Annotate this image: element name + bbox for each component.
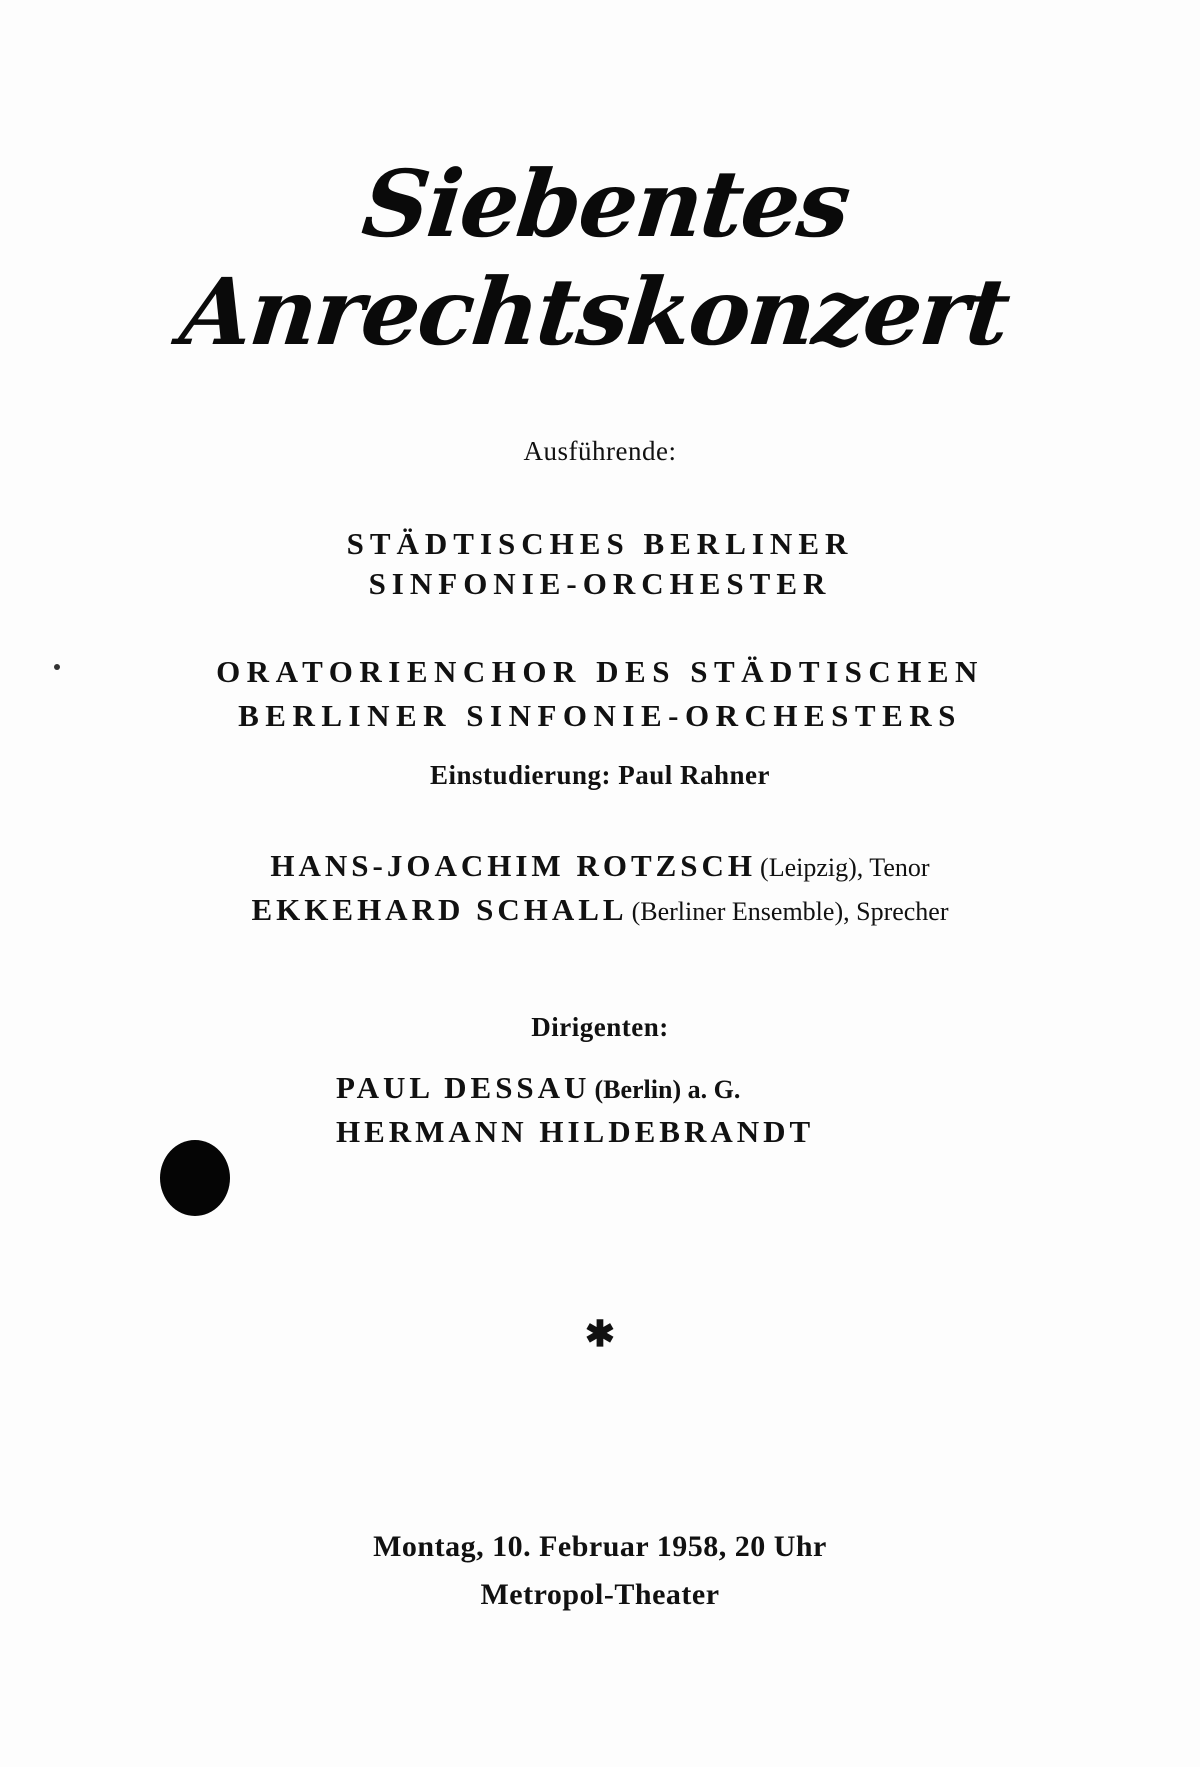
punch-hole xyxy=(160,1140,230,1216)
conductors-label: Dirigenten: xyxy=(531,1012,669,1042)
choir-rehearsal: Einstudierung: Paul Rahner xyxy=(429,760,771,790)
soloist-name: HANS-JOACHIM ROTZSCH xyxy=(270,848,757,883)
conductor-row xyxy=(336,1070,1036,1106)
soloist-row xyxy=(0,848,1200,884)
choir-line-1: ORATORIENCHOR DES STÄDTISCHEN xyxy=(216,654,984,689)
soloist-row xyxy=(0,892,1200,928)
orchestra-line-2: SINFONIE-ORCHESTER xyxy=(368,566,832,601)
conductor-detail: (Berlin) a. G. xyxy=(594,1075,741,1104)
performers-label: Ausführende: xyxy=(523,436,677,466)
separator-star: ✱ xyxy=(584,1314,616,1354)
soloist-name: EKKEHARD SCHALL xyxy=(251,892,628,927)
orchestra-line-1: STÄDTISCHES BERLINER xyxy=(346,526,854,561)
soloist-detail: (Leipzig), Tenor xyxy=(760,853,930,882)
date-line: Montag, 10. Februar 1958, 20 Uhr xyxy=(373,1530,827,1563)
choir-line-2: BERLINER SINFONIE-ORCHESTERS xyxy=(238,698,962,733)
concert-title: Siebentes Anrechtskonzert xyxy=(175,150,1014,366)
venue: Metropol-Theater xyxy=(480,1578,720,1611)
conductor-name: PAUL DESSAU xyxy=(336,1070,591,1105)
conductor-row xyxy=(336,1114,1036,1150)
conductor-name: HERMANN HILDEBRANDT xyxy=(336,1114,815,1149)
soloist-detail: (Berliner Ensemble), Sprecher xyxy=(631,897,949,926)
